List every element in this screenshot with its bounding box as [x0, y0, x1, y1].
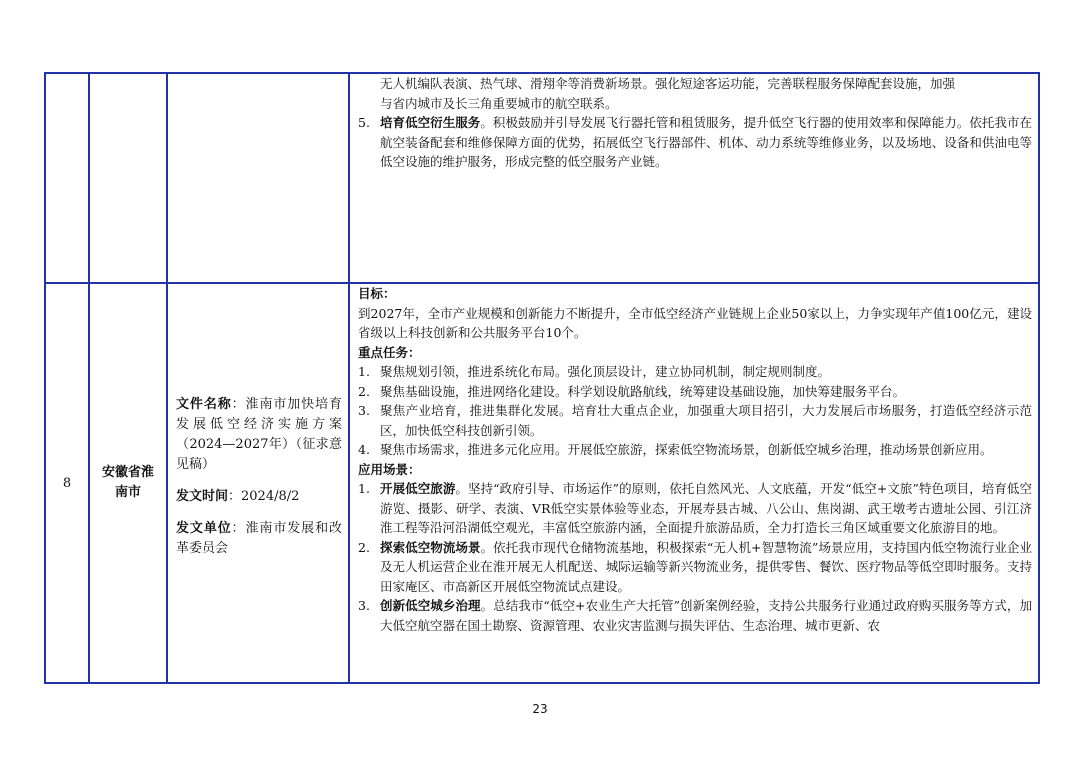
task-item	[358, 362, 1032, 382]
issuer-label: 发文单位	[176, 521, 232, 536]
region-cell: 安徽省淮南市	[89, 283, 167, 683]
item-title: 创新低空城乡治理	[380, 598, 481, 613]
continuation-line: 无人机编队表演、热气球、滑翔伞等消费新场景。强化短途客运功能，完善联程服务保障配套设施，加强	[380, 76, 956, 91]
content-cell	[349, 283, 1039, 683]
task-item	[358, 440, 1032, 460]
table-row	[45, 283, 1039, 683]
task-item	[358, 401, 1032, 440]
item-text	[380, 479, 1032, 538]
item-body: 。依托我市现代仓储物流基地，积极探索“无人机+智慧物流”场景应用，支持国内低空物流行业企业及无人机运营企业在淮开展无人机配送、城际运输等新兴物流业务，提供零售、餐饮、医疗物品等低空即时服务。支持田家庵区、市高新区开展低空物流试点建设。	[380, 539, 1032, 594]
item-text	[380, 113, 1032, 172]
goal-text: 到2027年，全市产业规模和创新能力不断提升，全市低空经济产业链规上企业50家以上，力争实现年产值100亿元，建设省级以上科技创新和公共服务平台10个。	[358, 305, 1032, 340]
scene-item	[358, 479, 1032, 538]
issue-date-label: 发文时间	[176, 489, 229, 504]
issue-date-entry	[176, 487, 342, 507]
file-meta-cell	[167, 73, 349, 283]
scenes-heading: 应用场景：	[358, 461, 421, 477]
file-name-label: 文件名称	[176, 397, 232, 412]
file-name-entry	[176, 395, 342, 475]
item-text: 聚焦基础设施，推进网络化建设。科学划设航路航线，统筹建设基础设施，加快筹建服务平台。	[380, 383, 906, 399]
item-number: 3.	[358, 403, 370, 418]
content-cell	[349, 73, 1039, 283]
file-name-value: ：淮南市加快培育发展低空经济实施方案（2024—2027年）（征求意见稿）	[176, 397, 342, 472]
scene-item	[358, 538, 1032, 597]
tasks-heading: 重点任务：	[358, 344, 421, 360]
page-number: 23	[532, 702, 548, 716]
continuation-line: 与省内城市及长三角重要城市的航空联系。	[380, 95, 618, 111]
item-number: 4.	[358, 442, 370, 457]
item-title: 培育低空衍生服务	[380, 115, 481, 130]
item-number: 3.	[358, 598, 370, 613]
issuer-entry	[176, 519, 342, 559]
item-title: 开展低空旅游	[380, 481, 456, 496]
item-text: 聚焦规划引领，推进系统化布局。强化顶层设计，建立协同机制，制定规则制度。	[380, 364, 831, 379]
policy-table	[44, 72, 1040, 684]
item-number: 2.	[358, 539, 370, 555]
item-body: 。总结我市“低空+农业生产大托管”创新案例经验，支持公共服务行业通过政府购买服务等方式，加大低空航空器在国土勘察、资源管理、农业灾害监测与损失评估、生态治理、城市更新、农	[380, 598, 1032, 633]
item-title: 探索低空物流场景	[380, 539, 481, 555]
item-text: 聚焦市场需求，推进多元化应用。开展低空旅游，探索低空物流场景，创新低空城乡治理，推动场景创新应用。	[380, 442, 993, 457]
item-body: 。坚持“政府引导、市场运作”的原则，依托自然风光、人文底蕴，开发“低空+文旅”特色项目，培育低空游览、摄影、研学、表演、VR低空实景体验等业态，开展寿县古城、八公山、焦岗湖、武王墩考古遗址公园、引江济淮工程等沿河沿湖低空观光，丰富低空旅游内涵，全面提升旅游品质，全力打造长三角区域重要文化旅游目的地。	[380, 481, 1032, 535]
item-text	[380, 596, 1032, 635]
issue-date-value: ：2024/8/2	[228, 489, 300, 504]
task-item	[358, 382, 1032, 402]
issuer-value: ：淮南市发展和改革委员会	[176, 521, 342, 556]
item-number: 2.	[358, 383, 370, 399]
scene-item	[358, 596, 1032, 635]
item-number: 5.	[358, 115, 370, 130]
region-cell	[89, 73, 167, 283]
table-row	[45, 73, 1039, 283]
item-text	[380, 538, 1032, 597]
item-text: 聚焦产业培育，推进集群化发展。培育壮大重点企业，加强重大项目招引，大力发展后市场服务，打造低空经济示范区，加快低空科技创新引领。	[380, 403, 1032, 438]
row-index-cell	[45, 73, 89, 283]
file-meta-cell	[167, 283, 349, 683]
item-body: 。积极鼓励并引导发展飞行器托管和租赁服务，提升低空飞行器的使用效率和保障能力。依托我市在航空装备配套和维修保障方面的优势，拓展低空飞行器部件、机体、动力系统等维修业务，以及场地、设备和供油电等低空设施的维护服务，形成完整的低空服务产业链。	[380, 115, 1032, 169]
list-item	[358, 113, 1032, 172]
goal-heading: 目标：	[358, 286, 396, 301]
item-number: 1.	[358, 481, 370, 496]
row-index-cell: 8	[45, 283, 89, 683]
item-number: 1.	[358, 364, 370, 379]
